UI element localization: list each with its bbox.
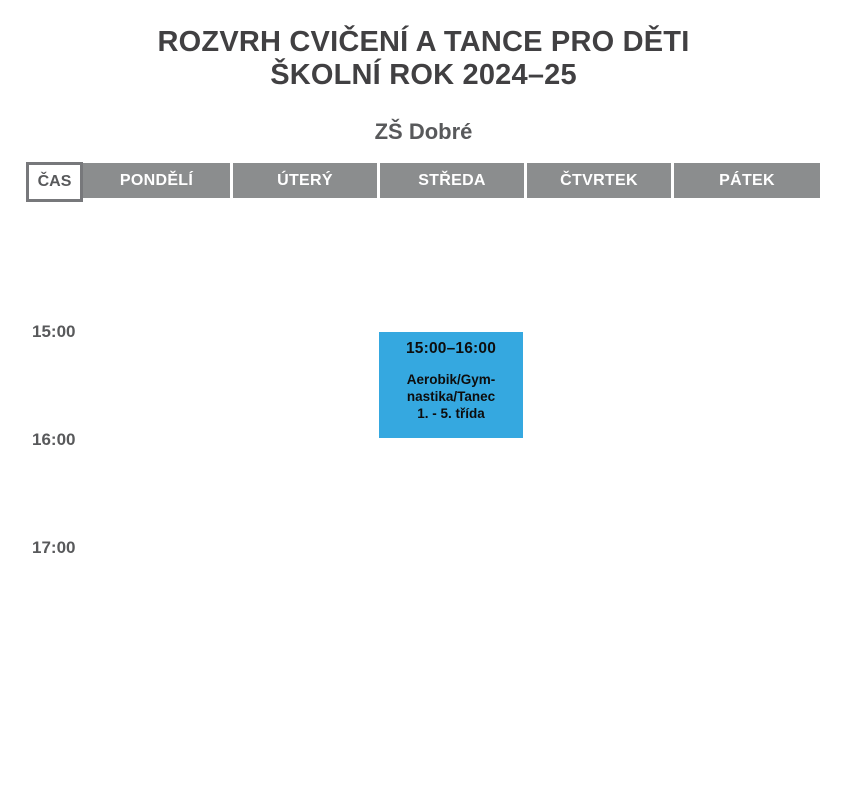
header-day-friday: PÁTEK [674, 163, 820, 198]
event-time-range: 15:00–16:00 [405, 340, 497, 357]
header-day-tuesday: ÚTERÝ [233, 163, 377, 198]
page-title [0, 26, 847, 92]
page-title-line1: ROZVRH CVIČENÍ A TANCE PRO DĚTI [157, 26, 690, 58]
header-day-wednesday: STŘEDA [380, 163, 524, 198]
page-title-line2: ŠKOLNÍ ROK 2024–25 [270, 59, 577, 91]
event-aerobik-gymnastika-tanec [379, 332, 523, 438]
time-label-15: 15:00 [32, 322, 76, 341]
header-day-thursday: ČTVRTEK [527, 163, 671, 198]
event-activity-line3: 1. - 5. třída [417, 406, 485, 421]
time-label-16: 16:00 [32, 430, 76, 449]
time-label-17: 17:00 [32, 538, 76, 557]
header-time-column: ČAS [26, 162, 83, 202]
event-activity-line1: Aerobik/Gym- [406, 372, 496, 387]
school-name: ZŠ Dobré [374, 119, 473, 144]
header-day-monday: PONDĚLÍ [83, 163, 230, 198]
event-activity [407, 371, 496, 422]
event-activity-line2: nastika/Tanec [406, 389, 496, 404]
